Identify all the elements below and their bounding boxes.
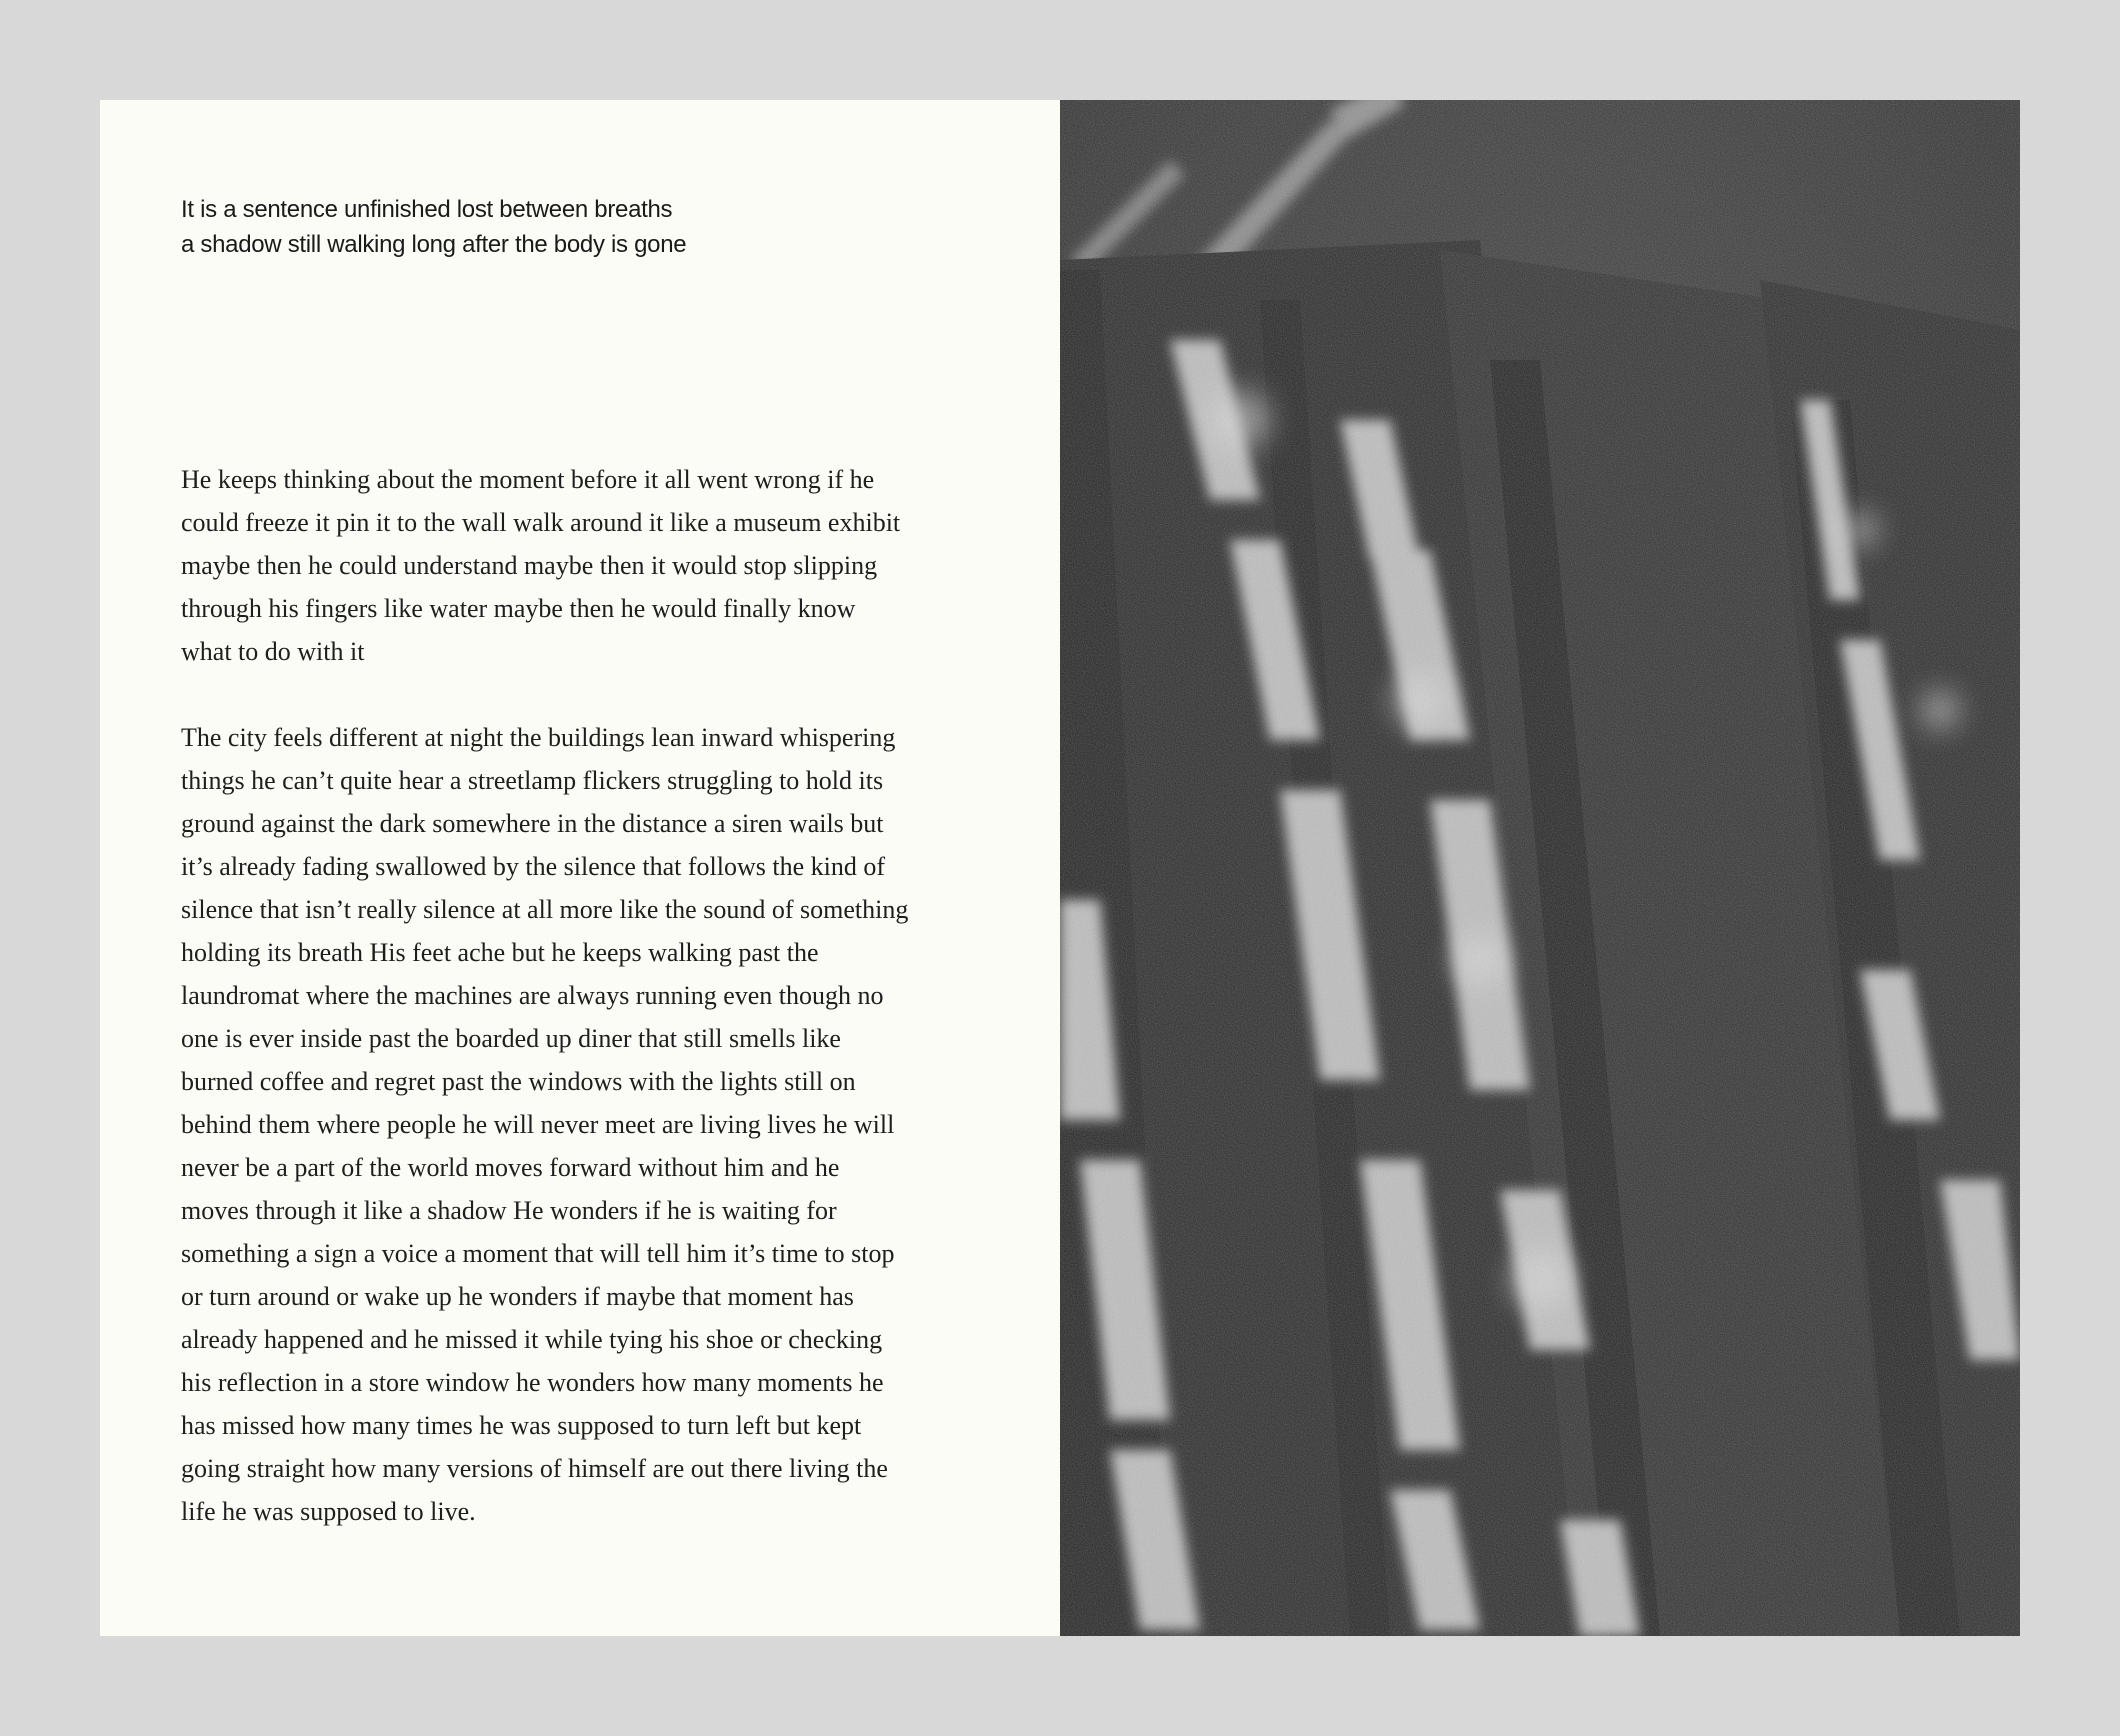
text-line: something a sign a voice a moment that will tell him it’s time to stop [181,1239,895,1268]
epigraph-line: a shadow still walking long after the body is gone [181,231,687,258]
epigraph [181,192,881,262]
text-line: it’s already fading swallowed by the silence that follows the kind of [181,852,885,881]
text-line: or turn around or wake up he wonders if maybe that moment has [181,1282,854,1311]
text-line: never be a part of the world moves forward without him and he [181,1153,840,1182]
text-line: things he can’t quite hear a streetlamp flickers struggling to hold its [181,766,884,795]
text-line: one is ever inside past the boarded up diner that still smells like [181,1024,841,1053]
text-line: maybe then he could understand maybe then it would stop slipping [181,551,878,580]
book-spread [100,100,2020,1636]
night-building-photo [1060,100,2020,1636]
photo-page [1060,100,2020,1636]
text-page [100,100,1060,1636]
text-line: already happened and he missed it while tying his shoe or checking [181,1325,883,1354]
text-line: burned coffee and regret past the windows with the lights still on [181,1067,856,1096]
body-text [181,458,961,1576]
text-line: going straight how many versions of himself are out there living the [181,1454,888,1483]
text-line: holding its breath His feet ache but he keeps walking past the [181,938,819,967]
paragraph-1 [181,458,961,673]
text-line: what to do with it [181,637,365,666]
paragraph-2 [181,716,961,1533]
text-line: life he was supposed to live. [181,1497,476,1526]
text-line: He keeps thinking about the moment before it all went wrong if he [181,465,875,494]
text-line: his reflection in a store window he wonders how many moments he [181,1368,884,1397]
text-line: could freeze it pin it to the wall walk around it like a museum exhibit [181,508,901,537]
epigraph-line: It is a sentence unfinished lost between breaths [181,196,673,223]
text-line: The city feels different at night the buildings lean inward whispering [181,723,896,752]
text-line: has missed how many times he was supposed to turn left but kept [181,1411,862,1440]
text-line: behind them where people he will never meet are living lives he will [181,1110,895,1139]
text-line: silence that isn’t really silence at all more like the sound of something [181,895,909,924]
film-grain [1060,100,2020,1636]
text-line: through his fingers like water maybe then he would finally know [181,594,856,623]
text-line: laundromat where the machines are always running even though no [181,981,884,1010]
text-line: ground against the dark somewhere in the distance a siren wails but [181,809,884,838]
text-line: moves through it like a shadow He wonders if he is waiting for [181,1196,837,1225]
